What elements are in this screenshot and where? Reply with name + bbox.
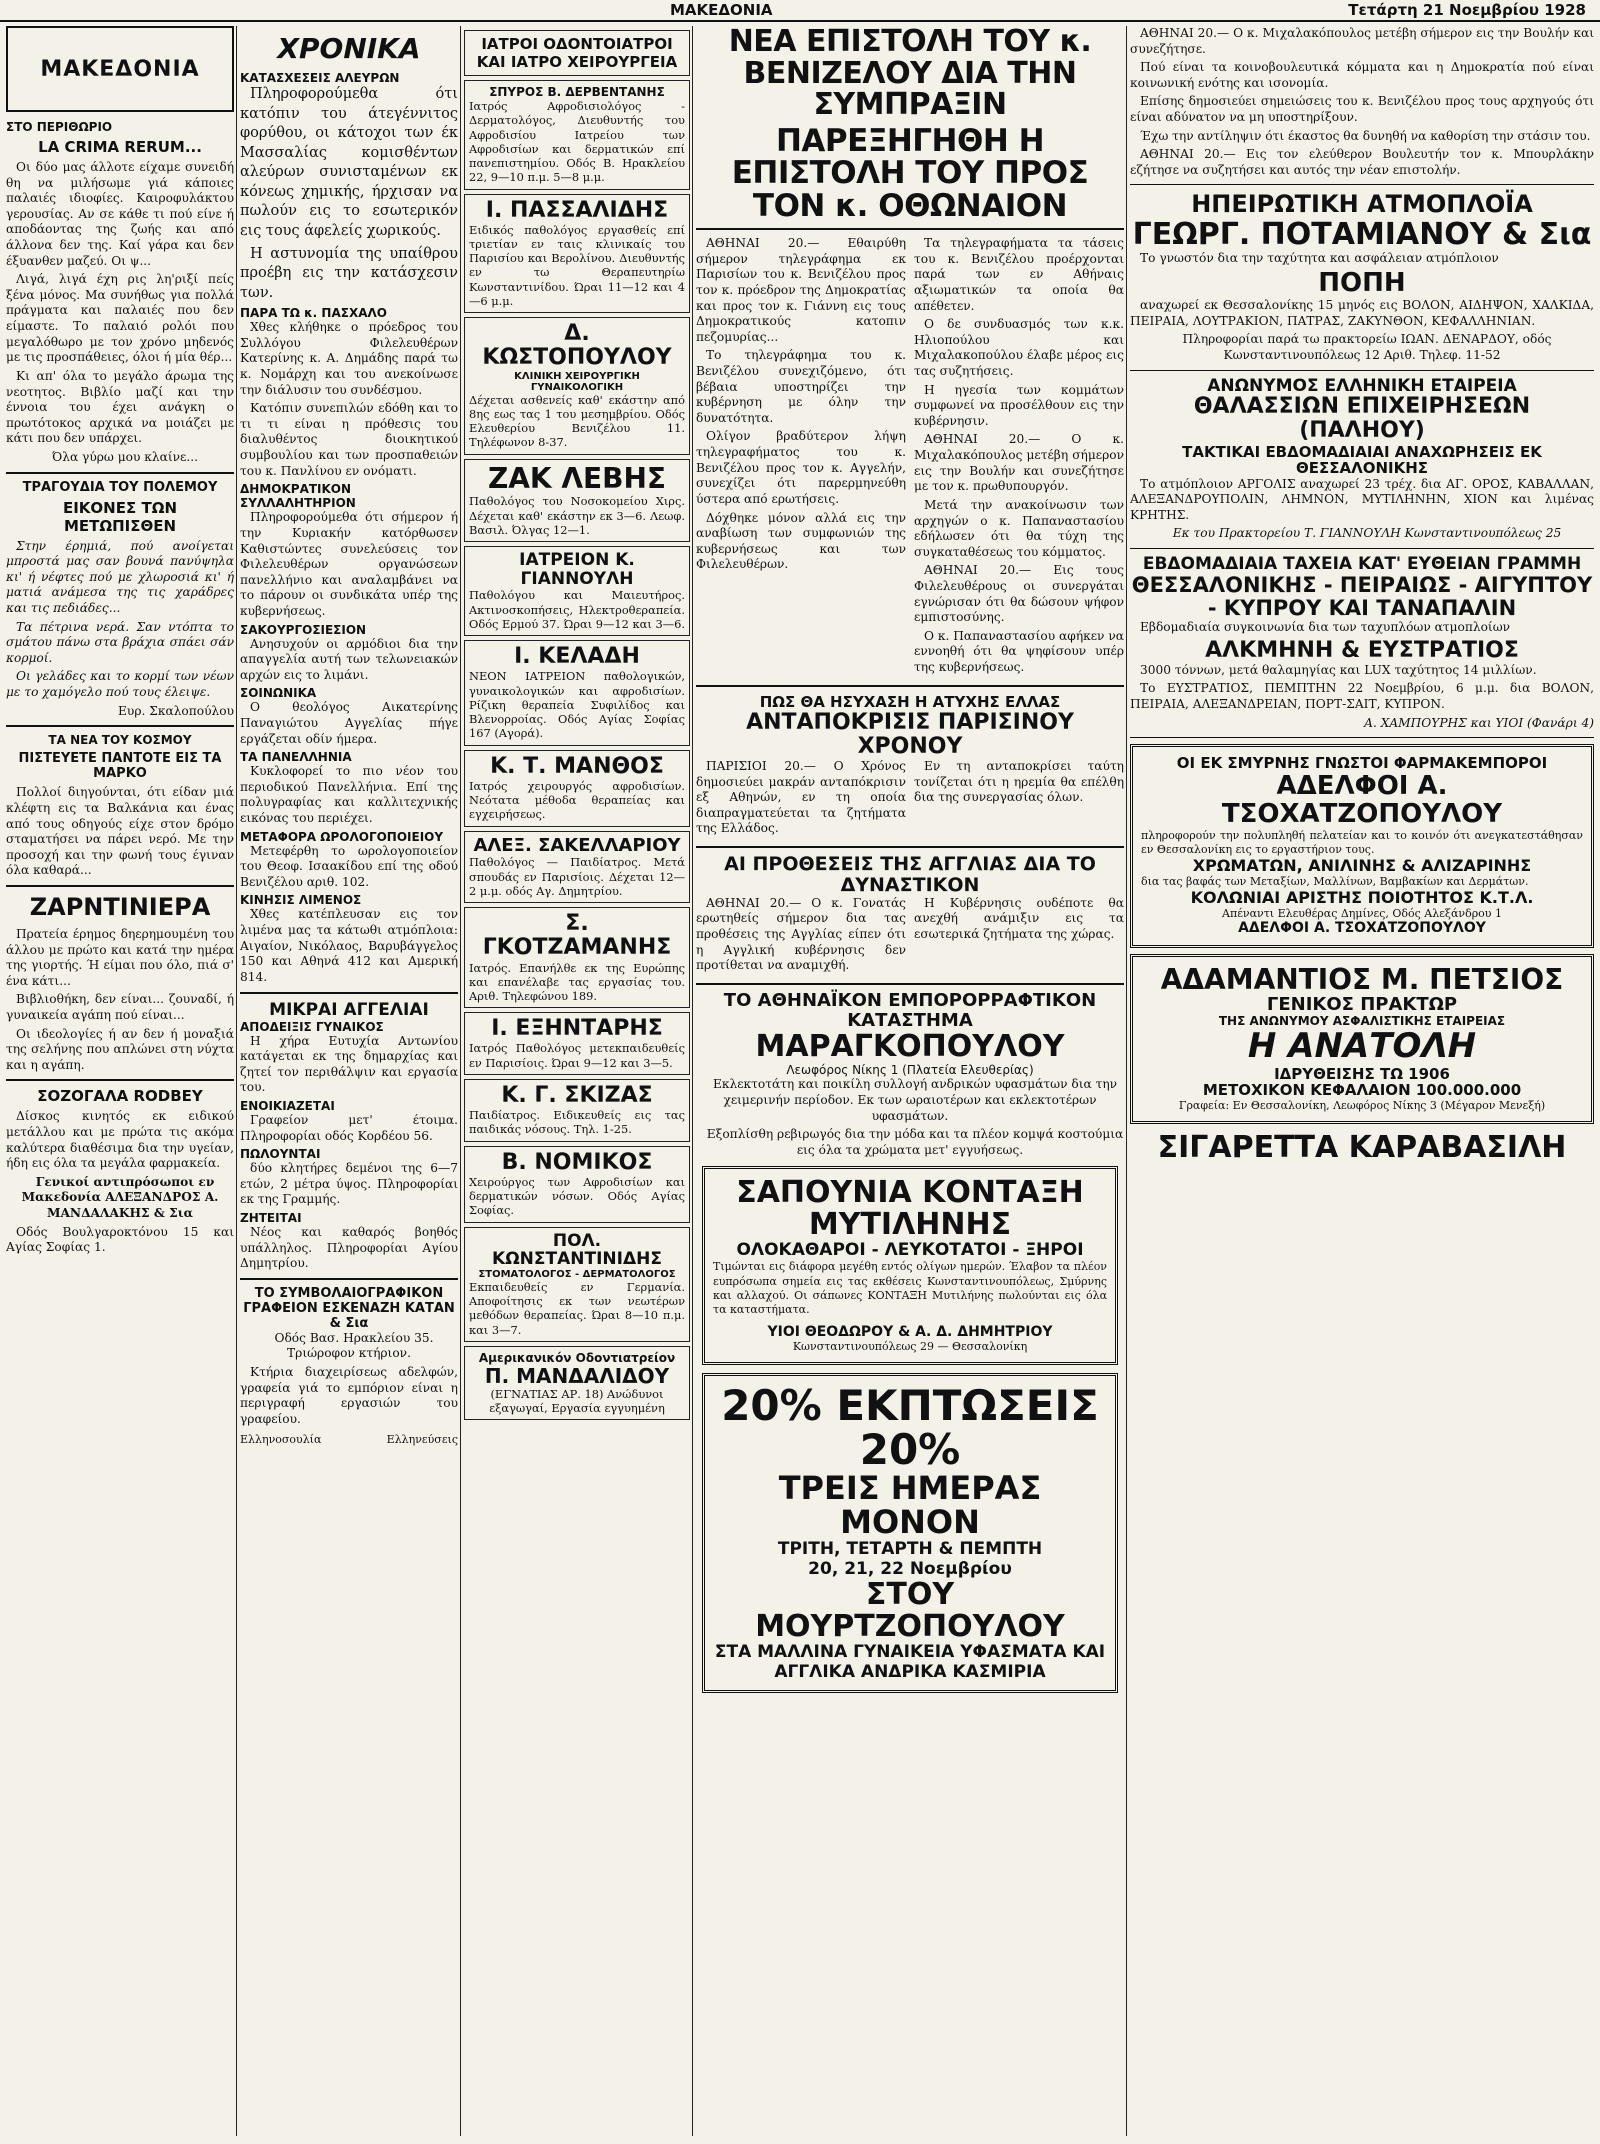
paragraph: Η αστυνομία της υπαίθρου προέβη εις την κατάσχεσιν των.: [240, 245, 458, 301]
ad-subtitle: ΤΑΚΤΙΚΑΙ ΕΒΔΟΜΑΔΙΑΙΑΙ ΑΝΑΧΩΡΗΣΕΙΣ ΕΚ ΘΕΣΣΑΛΟΝΙΚΗΣ: [1182, 442, 1542, 478]
article-title: LA CRIMA RERUM...: [38, 138, 202, 156]
paragraph: Τα πέτρινα νερά. Σαν ντόπτα το σμάτου πάνω στα βράχια σπάει σάν κορμοί.: [6, 619, 234, 665]
author: Ευρ. Σκαλοπούλου: [118, 703, 234, 718]
discount-headline: 20% ΕΚΠΤΩΣΕΙΣ 20%: [721, 1380, 1099, 1475]
doctor-name: Κ. Τ. ΜΑΝΘΟΣ: [490, 753, 664, 779]
discount-dates: 20, 21, 22 Νοεμβρίου: [808, 1559, 1012, 1580]
paragraph: Έχω την αντίληψιν ότι έκαστος θα δυνηθή να καθορίση την στάσιν του.: [1140, 128, 1591, 143]
paragraph: Χθες κατέπλευσαν εις τον λιμένα μας τα κάτωθι ατμόπλοια: Αιγαίον, Νικόλαος, Βαρυβάγγελος 150 και Αθηνά 412 και Αμερική 814.: [240, 907, 458, 984]
doctor-name: Β. ΝΟΜΙΚΟΣ: [501, 1149, 653, 1175]
section-header: ΤΡΑΓΟΥΔΙΑ ΤΟΥ ΠΟΛΕΜΟΥ: [22, 479, 218, 495]
news-heading: ΚΑΤΑΣΧΕΣΕΙΣ ΑΛΕΥΡΩΝ: [240, 71, 400, 85]
paper-name: ΜΑΚΕΔΟΝΙΑ: [670, 1, 773, 19]
column-2: [240, 26, 458, 2136]
paragraph: ΑΘΗΝΑΙ 20.— Ο κ. Μιχαλακόπουλος μετέβη σήμερον εις την Βουλήν και συνεζήτησε με τον κ. πρωθυπουργόν.: [914, 432, 1124, 494]
doctor-subtitle: ΚΛΙΝΙΚΗ ΧΕΙΡΟΥΡΓΙΚΗ ΓΥΝΑΙΚΟΛΟΓΙΚΗ: [514, 370, 640, 393]
ad-address: Γραφεία: Εν Θεσσαλονίκη, Λεωφόρος Νίκης 3 (Μέγαρον Μενεξή): [1178, 1098, 1546, 1112]
paragraph: Γραφείον μετ' έτοιμα. Πληροφορίαι οδός Κορδέου 56.: [240, 1112, 458, 1143]
paragraph: Δίσκος κινητός εκ ειδικού μετάλλου και με πρώτα τις ακόμα καλύτερα διαθέσιμα δια την υγείαν, ήδη εις όλα τα μεγάλα φαρμακεία.: [6, 1109, 234, 1171]
doctor-text: Παθολόγος — Παιδίατρος. Μετά σπουδάς εν Παρισίοις. Δέχεται 12—2 μ.μ. οδός Αγ. Δημητρίου.: [469, 855, 685, 898]
doctor-ad: [464, 1346, 690, 1421]
paragraph: Λιγά, λιγά έχη ρις λη'ριξί πείς ξένα μόνος. Μα συνήθως για πολλά πράγματα και παλαιές που δεν είμαστε. Το παλαιό ρολόι που μεγαλόθωρο με τον χρόνο μηδενός με τις προσπάθειες, όλοι ή μία θέρ...: [6, 272, 234, 365]
shipping-ad-potamianou: [1130, 191, 1594, 363]
doctor-ad: [464, 907, 690, 1008]
doctor-text: Εκπαιδευθείς εν Γερμανία. Αποφοίτησις εκ των νεωτέρων μεθόδων θεραπείας. Ώραι 8—10 π.μ. και 3—7.: [469, 1279, 685, 1337]
doctor-ad: [464, 1079, 690, 1142]
divider: [1130, 737, 1594, 738]
paragraph: ΑΘΗΝΑΙ 20.— Εθαιρύθη σήμερον τηλεγράφημα εκ Παρισίων του κ. Βενιζέλου προς τον κ. πρόεδρον της Δημοκρατίας και προς τον κ. Γιάννη εις τους Δημοκρατικούς κατοπιν πεζομυρίας...: [696, 236, 906, 344]
agent-name: ΑΔΑΜΑΝΤΙΟΣ Μ. ΠΕΤΣΙΟΣ: [1160, 962, 1564, 996]
issue-date: Τετάρτη 21 Νοεμβρίου 1928: [1348, 1, 1586, 19]
paragraph: ΑΘΗΝΑΙ 20.— Εις τον ελεύθερον Βουλευτήν τον κ. Μπουρλάκην εζήτησε να συζητήσει και αυτός την νέαν επιστολήν.: [1130, 147, 1594, 177]
doctor-ad: [464, 546, 690, 636]
section-header: ΣΤΟ ΠΕΡΙΘΩΡΙΟ: [6, 120, 113, 134]
divider: [240, 1278, 458, 1280]
ad-title: ΕΒΔΟΜΑΔΙΑΙΑ ΤΑΧΕΙΑ ΚΑΤ' ΕΥΘΕΙΑΝ ΓΡΑΜΜΗ: [1142, 554, 1582, 575]
shipping-ad-paliou: [1130, 377, 1594, 543]
divider: [696, 983, 1124, 985]
company-name: Η ΑΝΑΤΟΛΗ: [1247, 1026, 1477, 1067]
discount-days: ΤΡΙΤΗ, ΤΕΤΑΡΤΗ & ΠΕΜΠΤΗ: [777, 1539, 1043, 1560]
paragraph: Πληροφορίαι παρά τω πρακτορείω ΙΩΑΝ. ΔΕΝΑΡΔΟΥ, οδός Κωνσταντινουπόλεως 12 Αριθ. Τηλεφ. 11-52: [1182, 332, 1552, 362]
doctor-ad: [464, 831, 690, 904]
paragraph: Επίσης δημοσιεύει σημειώσεις του κ. Βενιζέλου προς τους αρχηγούς ότι είναι αδύνατον να μη υποστηρίξουν.: [1130, 94, 1594, 125]
divider: [6, 725, 234, 727]
column-1: [6, 26, 234, 2136]
doctor-text: Χειρούργος των Αφροδισίων και δερματικών νόσων. Οδός Αγίας Σοφίας.: [469, 1174, 685, 1218]
divider: [696, 846, 1124, 848]
doctor-name: Π. ΜΑΝΔΑΛΙΔΟΥ: [484, 1363, 670, 1388]
news-heading: ΠΑΡΑ ΤΩ κ. ΠΑΣΧΑΛΟ: [240, 306, 387, 321]
soap-seller: ΥΙΟΙ ΘΕΟΔΩΡΟΥ & Α. Δ. ΔΗΜΗΤΡΙΟΥ: [767, 1323, 1053, 1340]
soap-address: Κωνσταντινουπόλεως 29 — Θεσσαλονίκη: [792, 1339, 1028, 1353]
ad-company: ΑΔΕΛΦΟΙ Α. ΤΣΟΧΑΤΖΟΠΟΥΛΟΥ: [1221, 770, 1503, 830]
ad-text: πληροφορούν την πολυπληθή πελατείαν και το κοινόν ότι ανεγκατεστάθησαν εν Θεσσαλονίκη εις το εργαστήριον τους.: [1141, 828, 1583, 857]
lead-article: [696, 236, 1124, 678]
signature: Ελληνεύσεις: [386, 1433, 458, 1447]
paragraph: Οι δύο μας άλλοτε είχαμε συνειδή θη να μιλήσωμε γιά κάποιες παλαιές ιδιοφίες. Καιροφυλάκτου γερουσίας. Αν σε κάθε τι πού είνε ή αποδάοντας της ζωής και από άλλονα δεν της. Καί γάρα και δεν έξυανθεν μαζεύ. Οι ψ...: [6, 160, 234, 268]
doctor-text: Ιατρός χειρουργός αφροδισίων. Νεότατα μέθοδα θεραπείας και εγχειρήσεως.: [469, 778, 685, 822]
paragraph: δύο κλητήρες δεμένοι της 6—7 ετών, 2 μέτρα ύψος. Πληροφορίαι εκ της Γραμμής.: [240, 1161, 458, 1207]
news-heading: ΜΕΤΑΦΟΡΑ ΩΡΟΛΟΓΟΠΟΙΕΙΟΥ: [240, 829, 444, 844]
shipping-ad-egypt: [1130, 555, 1594, 731]
doctor-ad: [464, 1227, 690, 1342]
column-rule: [1126, 26, 1127, 2136]
paragraph: Εκλεκτοτάτη και ποικίλη συλλογή ανδρικών υφασμάτων δια την χειμερινήν περίοδον. Εκ των ωραιοτέρων και εκλεκτοτέρων υφασμάτων.: [712, 1077, 1118, 1123]
doctor-subtitle: ΣΤΟΜΑΤΟΛΟΓΟΣ - ΔΕΡΜΑΤΟΛΟΓΟΣ: [478, 1268, 676, 1280]
paragraph: 3000 τόννων, μετά θαλαμηγίας και LUX ταχύτητος 14 μιλλίων.: [1140, 662, 1537, 677]
capital: ΜΕΤΟΧΙΚΟΝ ΚΕΦΑΛΑΙΟΝ 100.000.000: [1202, 1081, 1522, 1100]
paragraph: Τα τηλεγραφήματα τα τάσεις του κ. Βενιζέλου προέρχονται παρά των εν Αθήναις αξιωματικών τα οποία θα απέθετεν.: [914, 236, 1124, 313]
article-headline: ΑΝΤΑΠΟΚΡΙΣΙΣ ΠΑΡΙΣΙΝΟΥ ΧΡΟΝΟΥ: [746, 709, 1074, 759]
doctor-text: Παθολόγος του Νοσοκομείου Χιρς. Δέχεται καθ' εκάστην εκ 3—6. Λεωφ. Βασιλ. Όλγας 12—1.: [469, 494, 685, 537]
paragraph: αναχωρεί εκ Θεσσαλονίκης 15 μηνός εις ΒΟΛΟΝ, ΑΙΔΗΨΟΝ, ΧΑΛΚΙΔΑ, ΠΕΙΡΑΙΑ, ΛΟΥΤΡΑΚΙΟΝ, ΠΑΤΡΑΣ, ΖΑΚΥΝΘΟΝ, ΚΕΦΑΛΛΗΝΙΑΝ.: [1130, 298, 1594, 328]
column-rule: [460, 26, 461, 2136]
paragraph: Οι γελάδες και το κορμί των νέων με το χαμόγελο πού τους έλειψε.: [6, 669, 234, 700]
paragraph: Πληροφορούμεθα ότι σήμερον ή την Κυριακήν κατόρθωσεν Καθιστώντες συνελεύσεις τον Φιλελευθέρων οργανώσεων πανελλήνιο και αναλαμβάνει να το πάρουν οι συνδικάτα υπέρ της κυβερνήσεως.: [240, 510, 458, 618]
news-heading: ΣΑΚΟΥΡΓΟΣΙΕΣΙΟΝ: [240, 622, 367, 637]
news-heading: ΑΠΟΔΕΙΞΙΣ ΓΥΝΑΙΚΟΣ: [240, 1019, 384, 1034]
discount-store: ΣΤΟΥ ΜΟΥΡΤΖΟΠΟΥΛΟΥ: [755, 1577, 1065, 1644]
news-heading: ΤΑ ΠΑΝΕΛΛΗΝΙΑ: [240, 750, 352, 765]
doctor-name: Ι. ΚΕΛΑΔΗ: [514, 644, 640, 670]
cigarette-ad: ΣΙΓΑΡΕΤΤΑ ΚΑΡΑΒΑΣΙΛΗ: [1157, 1130, 1567, 1166]
ad-company: ΓΕΩΡΓ. ΠΟΤΑΜΙΑΝΟΥ & Σια: [1132, 216, 1592, 252]
doctor-name: Σ. ΓΚΟΤΖΑΜΑΝΗΣ: [482, 911, 672, 961]
divider: [6, 885, 234, 887]
paragraph: Μετά την ανακοίνωσιν των αρχηγών ο κ. Παπαναστασίου εδήλωσεν ότι θα τύχη της συγκαταθέσεως του κόμματος.: [914, 497, 1124, 559]
divider: [696, 228, 1124, 230]
ad-title: ΟΙ ΕΚ ΣΜΥΡΝΗΣ ΓΝΩΣΤΟΙ ΦΑΡΜΑΚΕΜΠΟΡΟΙ: [1176, 754, 1548, 773]
divider: [6, 1079, 234, 1081]
doctor-text: (ΕΓΝΑΤΙΑΣ ΑΡ. 18) Ανώδυνοι εξαγωγαί, Εργασία εγγυημένη: [489, 1386, 665, 1416]
doctor-text: Παθολόγου και Μαιευτήρος. Ακτινοσκοπήσεις, Ηλεκτροθεραπεία. Οδός Ερμού 37. Ώραι 9—12 και 3—6.: [469, 588, 685, 631]
doctor-ad: [464, 640, 690, 745]
paragraph: Χθες κλήθηκε ο πρόεδρος του Συλλόγου Φιλελευθέρων Κατερίνης κ. Α. Δημάδης παρά τω κ. Νομάρχη και του ανεκοίνωσε την διάλυσιν του συνδέσμου.: [240, 320, 458, 397]
doctor-name: ΙΑΤΡΕΙΟΝ Κ. ΓΙΑΝΝΟΥΛΗ: [519, 550, 635, 589]
doctor-ad: [464, 1012, 690, 1075]
doctor-text: Δέχεται ασθενείς καθ' εκάστην από 8ης εως τας 1 του μεσημβρίου. Οδός Ελευθερίου Βενιζέλου 11. Τηλέφωνον 8-37.: [469, 392, 685, 450]
doctor-name: Κ. Γ. ΣΚΙΖΑΣ: [501, 1082, 653, 1108]
paragraph: Κυκλοφορεί το πιο νέον του περιοδικού Πανελλήνια. Επί της πολυγραφίας και καλλιτεχνικής εικόνας του περιέχει.: [240, 764, 458, 826]
column-4: [696, 26, 1124, 2136]
ad-address: Απέναντι Ελευθέρας Δημίνες, Οδός Αλεξάνδρου 1: [1222, 906, 1502, 920]
england-article: [696, 896, 1124, 977]
news-heading: ΣΟΙΝΩΝΙΚΑ: [240, 686, 317, 701]
ad-products: ΧΡΩΜΑΤΩΝ, ΑΝΙΛΙΝΗΣ & ΑΛΙΖΑΡΙΝΗΣ: [1192, 856, 1532, 876]
news-heading: ΔΗΜΟΚΡΑΤΙΚΟΝ ΣΥΛΛΑΛΗΤΗΡΙΟΝ: [240, 482, 356, 511]
ad-title: ΑΝΩΝΥΜΟΣ ΕΛΛΗΝΙΚΗ ΕΤΑΙΡΕΙΑ: [1207, 375, 1517, 396]
column-rule: [236, 26, 237, 2136]
column-3: [464, 26, 690, 2136]
paragraph: Το γνωστόν δια την ταχύτητα και ασφάλειαν ατμόπλοιον: [1140, 250, 1499, 265]
paragraph: Κατόπιν συνεπιλών εδόθη και το τι τι είναι η πρόθεσις του διαλυθέντος διοικητικού συμβουλίου και των προσπαθειών του κ. Πανλίνου εν ονόματι.: [240, 401, 458, 478]
doctor-text: Ιατρός. Επανήλθε εκ της Ευρώπης και επανέλαβε τας εργασίας του. Αριθ. Τηλεφώνου 189.: [469, 960, 685, 1004]
paragraph: Εβδομαδιαία συγκοινωνία δια των ταχυπλόων ατμοπλοίων: [1140, 619, 1511, 634]
doctor-ad: [464, 459, 690, 543]
paragraph: Μετεφέρθη το ωρολογοποιείον του Θεοφ. Ισαακίδου επί της οδού Βενιζέλου αριθ. 102.: [240, 843, 458, 889]
paragraph: Κι απ' όλα το μεγάλο άρωμα της νεοτητος. Βιβλίο μαζί και την έννοια του έχει ανάγκη ο πρωτότοκος αρχικά να μοιάζει με κάτι που δεν υπάρχει.: [6, 368, 234, 446]
pharma-ad: [1130, 744, 1594, 947]
paragraph: Πολλοί διηγούνται, ότι είδαν μιά κλέφτη εις τα Βαλκάνια και ένας από τους οδηγούς είχε στον δρόμο σταματήσει να πάρει νερό. Με την προσοχή και την φωνή τους έγιναν όλα καθαρά...: [6, 785, 234, 878]
agent-role: ΓΕΝΙΚΟΣ ΠΡΑΚΤΩΡ: [1266, 994, 1458, 1016]
paragraph: Πού είναι τα κοινοβουλευτικά κόμματα και η Δημοκρατία πού είναι κοινωνική ενότης και ισονομία.: [1130, 60, 1594, 90]
doctor-name: ΣΠΥΡΟΣ Β. ΔΕΡΒΕΝΤΑΝΗΣ: [489, 85, 665, 99]
paragraph: Ολίγον βραδύτερον λήψη τηλεγραφήματος του κ. Βενιζέλου προς τον κ. Αγγελήν, συνεχίζει ότι παρερμηνεύθη ύστερα από ερωτήσεις.: [696, 429, 906, 506]
section-header: ΜΙΚΡΑΙ ΑΓΓΕΛΙΑΙ: [269, 999, 429, 1020]
paragraph: ΑΘΗΝΑΙ 20.— Εις τους Φιλελευθέρους οι συνεργάται εγνώρισαν ότι θα δώσουν ψήφον εμπιστοσύνης.: [914, 563, 1124, 625]
paragraph: Η χήρα Ευτυχία Αντωνίου κατάγεται εκ της δημαρχίας και ζητεί τον περιθάλψιν και εργασία του.: [240, 1033, 458, 1095]
section-header: ΖΑΡΝΤΙΝΙΕΡΑ: [29, 892, 211, 921]
doctor-name: ΖΑΚ ΛΕΒΗΣ: [487, 461, 667, 495]
news-heading: ΖΗΤΕΙΤΑΙ: [240, 1211, 302, 1225]
soap-text: Τιμώνται εις διάφορα μεγέθη εντός ολίγων ημερών. Έλαβον τα πλέον ευπρόσωπα σημεία εις τας εκθέσεις Κωνσταντινουπόλεως, Σμύρνης και αλλαχού. Οι σάπωνες ΚΟΝΤΑΞΗ Μυτιλήνης πωλούνται εις όλα τα καταστήματα.: [713, 1260, 1107, 1317]
main-subheadline: ΠΑΡΕΞΗΓΗΘΗ Η ΕΠΙΣΤΟΛΗ ΤΟΥ ΠΡΟΣ ΤΟΝ κ. ΟΘΩΝΑΙΟΝ: [731, 122, 1089, 224]
paragraph: Κτήρια διαχειρίσεως αδελφών, γραφεία γιά το εμπόριον είναι η περιγραφή εργασιών του γραφείου.: [240, 1365, 458, 1426]
paragraph: ΑΘΗΝΑΙ 20.— Ο κ. Μιχαλακόπουλος μετέβη σήμερον εις την Βουλήν και συνεζήτησε.: [1130, 26, 1594, 56]
divider: [696, 685, 1124, 687]
paragraph: Πληροφορούμεθα ότι κατόπιν του άτεγέννιτος φορύθου, οι κάτοχοι των έκ Μασσαλίας κομισθέντων αλεύρων συνισταμένων εκ κόνεως χημικής, ήρχισαν να πωλούν εις το εσωτερικόν εις τους άφελείς χωρικούς.: [240, 86, 458, 239]
doctor-ad: [464, 317, 690, 454]
doctor-text: Ειδικός παθολόγος εργασθείς επί τριετίαν εν ταις κλινικαίς του Παρισίου και Βερολίνου. Διευθυντής εν τω Θεραπευτηρίω Κωνσταντινίδου. Ώραι 11—12 και 4—6 μ.μ.: [469, 222, 685, 308]
insurance-ad: [1130, 954, 1594, 1124]
doctor-name: ΑΛΕΞ. ΣΑΚΕΛΛΑΡΙΟΥ: [473, 834, 681, 856]
founded: ΙΔΡΥΘΕΙΣΗΣ ΤΩ 1906: [1274, 1064, 1450, 1083]
news-heading: ΚΙΝΗΣΙΣ ΛΙΜΕΝΟΣ: [240, 893, 362, 908]
news-heading: ΠΩΛΟΥΝΤΑΙ: [240, 1147, 321, 1162]
paragraph: Ανησυχούν οι αρμόδιοι δια την απαγγελία αυτή των τελωνειακών αρχών εις το λιμάνι.: [240, 636, 458, 682]
doctor-name: ΠΟΛ. ΚΩΝΣΤΑΝΤΙΝΙΔΗΣ: [492, 1230, 662, 1270]
doctor-text: ΝΕΟΝ ΙΑΤΡΕΙΟΝ παθολογικών, γυναικολογικών και αφροδισίων. Ρίζικη θεραπεία Συφιλίδος και Βλενορροίας. Οδός Αγίας Σοφίας 167 (Αγορά).: [469, 669, 685, 741]
paragraph: Νέος και καθαρός βοηθός υπάλληλος. Πληροφορίαι Αγίου Δημητρίου.: [240, 1225, 458, 1271]
paragraph: Όλα γύρω μου κλαίνε...: [52, 449, 198, 464]
ad-route: ΘΕΣΣΑΛΟΝΙΚΗΣ - ΠΕΙΡΑΙΩΣ - ΑΙΓΥΠΤΟΥ - ΚΥΠΡΟΥ ΚΑΙ ΤΑΝΑΠΑΛΙΝ: [1131, 572, 1593, 620]
ad-text: δια τας βαφάς των Μεταξίων, Μαλλίνων, Βαμβακίων και Δερμάτων.: [1141, 875, 1529, 888]
article-title: ΕΙΚΟΝΕΣ ΤΩΝ ΜΕΤΩΠΙΣΘΕΝ: [62, 498, 177, 535]
article-title: ΠΙΣΤΕΥΕΤΕ ΠΑΝΤΟΤΕ ΕΙΣ ΤΑ ΜΑΡΚΟ: [18, 751, 222, 782]
ship-names: ΑΛΚΜΗΝΗ & ΕΥΣΤΡΑΤΙΟΣ: [1205, 637, 1519, 663]
doctor-name: Ι. ΕΞΗΝΤΑΡΗΣ: [491, 1016, 663, 1042]
doctor-text: Παιδίατρος. Ειδικευθείς εις τας παιδικάς νόσους. Τηλ. 1-25.: [469, 1108, 685, 1137]
ship-name: ΠΟΠΗ: [1318, 268, 1406, 299]
divider: [6, 472, 234, 474]
news-heading: ΕΝΟΙΚΙΑΖΕΤΑΙ: [240, 1098, 335, 1113]
ad-company: ΘΑΛΑΣΣΙΩΝ ΕΠΙΧΕΙΡΗΣΕΩΝ (ΠΑΛΗΟΥ): [1193, 394, 1531, 444]
paragraph: Το τηλεγράφημα του κ. Βενιζέλου συνεχιζόμενο, ότι βέβαια υποστηρίζει την κυβέρνηση με όλην την δυνατότητα.: [696, 348, 906, 425]
ad-products: ΚΟΛΩΝΙΑΙ ΑΡΙΣΤΗΣ ΠΟΙΟΤΗΤΟΣ Κ.Τ.Λ.: [1190, 888, 1534, 908]
doctor-ad: [464, 1146, 690, 1223]
paragraph: Στην έρημιά, πού ανοίγεται μπροστά μας σαν βουνά πανύψηλα κι' ή νέφτες πού με χλωροσιά κι' ή ματιά ανάμεσα της τις χαράδρες και τις πεδιάδες...: [6, 538, 234, 616]
doctors-section-header: ΙΑΤΡΟΙ ΟΔΟΝΤΟΙΑΤΡΟΙ ΚΑΙ ΙΑΤΡΟ ΧΕΙΡΟΥΡΓΕΙΑ: [464, 30, 690, 76]
divider: [240, 992, 458, 994]
masthead: [0, 0, 1600, 22]
paragraph: Δόχθηκε μόνον αλλά εις την αναβίωση των συμφωνιών της κυβερνήσεως και των Φιλελευθέρων.: [696, 510, 906, 572]
paragraph: ΠΑΡΙΣΙΟΙ 20.— Ο Χρόνος δημοσιεύει μακράν ανταπόκρισιν εξ Αθηνών, εν τη οποία διαπραγματεύεται τα ζητήματα της Ελλάδος.: [696, 758, 906, 836]
ad-subtitle: ΤΗΣ ΑΝΩΝΥΜΟΥ ΑΣΦΑΛΙΣΤΙΚΗΣ ΕΤΑΙΡΕΙΑΣ: [1218, 1014, 1506, 1029]
paragraph: Οδός Βασ. Ηρακλείου 35. Τριώροφον κτήριον.: [274, 1330, 434, 1361]
ad-headline: ΤΟ ΑΘΗΝΑΪΚΟΝ ΕΜΠΟΡΟΡΡΑΦΤΙΚΟΝ ΚΑΤΑΣΤΗΜΑ: [723, 989, 1097, 1031]
paragraph: Γενικοί αντιπρόσωποι εν Μακεδονία ΑΛΕΞΑΝΔΡΟΣ Α. ΜΑΝΔΑΛΑΚΗΣ & Σια: [21, 1174, 219, 1221]
ad-title: ΗΠΕΙΡΩΤΙΚΗ ΑΤΜΟΠΛΟΪΑ: [1191, 190, 1533, 219]
discount-ad: [702, 1373, 1118, 1693]
doctor-text: Ιατρός Παθολόγος μετεκπαιδευθείς εν Παρισίοις. Ώραι 9—12 και 3—5.: [469, 1041, 685, 1070]
paragraph: Το ΕΥΣΤΡΑΤΙΟΣ, ΠΕΜΠΤΗΝ 22 Νοεμβρίου, 6 μ.μ. δια ΒΟΛΟΝ, ΠΕΙΡΑΙΑ, ΑΛΕΞΑΝΔΡΕΙΑΝ, ΠΟΡΤ-ΣΑΙΤ, ΚΥΠΡΟΝ.: [1130, 681, 1594, 711]
paragraph: Εν τη ανταποκρίσει ταύτη τονίζεται ότι η ηρεμία θα επέλθη δια της συνεργασίας όλων.: [914, 758, 1124, 805]
doctor-ad: [464, 80, 690, 190]
doctor-name: Δ. ΚΩΣΤΟΠΟΥΛΟΥ: [482, 321, 672, 371]
paragraph: Εξοπλίσθη ρεβιρωγός δια την μόδα και τα πλέον κομψά κοστούμια εις όλα τα χρώματα μετ' εγγυήσεως.: [706, 1127, 1124, 1157]
section-title: ΧΡΟΝΙΚΑ: [277, 32, 421, 65]
doctor-subtitle: Αμερικανικόν Οδοντιατρείον: [478, 1350, 676, 1365]
paragraph: Ο κ. Παπαναστασίου αφήκεν να εννοηθή ότι θα ψηφίσουν υπέρ της κυβερνήσεως.: [914, 628, 1124, 674]
paragraph: Οι ιδεολογίες ή αν δεν ή μοναξιά της σελήνης που απλώνει στη νύχτα και η αγάπη.: [6, 1026, 234, 1072]
ad-brand: ΜΑΡΑΓΚΟΠΟΥΛΟΥ: [755, 1029, 1065, 1065]
ad-title: ΤΟ ΣΥΜΒΟΛΑΙΟΓΡΑΦΙΚΟΝ ΓΡΑΦΕΙΟΝ ΕΣΚΕΝΑΖΗ ΚΑΤΑΝ & Σια: [243, 1285, 455, 1331]
signature: Ελληνοσουλία: [240, 1433, 322, 1447]
paragraph: Η ηγεσία των κομμάτων συμφωνεί να προσέλθουν εις την κυβέρνησιν.: [914, 382, 1124, 428]
soap-tagline: ΟΛΟΚΑΘΑΡΟΙ - ΛΕΥΚΟΤΑΤΟΙ - ΞΗΡΟΙ: [736, 1240, 1084, 1261]
paragraph: Πρατεία έρημος δηερημουμένη του άλλου με πρώτο και κατά την ημέρα της γιορτής. Ή είμαι που όλο, πιά σ' ένα κάτι...: [6, 926, 234, 988]
ad-title: ΣΟΖΟΓΑΛΑ RODBEY: [37, 1087, 203, 1106]
column-5: [1130, 26, 1594, 2136]
address: Οδός Βουλγαροκτόνου 15 και Αγίας Σοφίας 1.: [6, 1224, 234, 1255]
paragraph: Το ατμόπλοιον ΑΡΓΟΛΙΣ αναχωρεί 23 τρέχ. δια ΑΓ. ΟΡΟΣ, ΚΑΒΑΛΛΑΝ, ΑΛΕΞΑΝΔΡΟΥΠΟΛΙΝ, ΛΗΜΝΟΝ, ΜΥΤΙΛΗΝΗΝ, ΧΙΟΝ και λιμένας ΚΡΗΤΗΣ.: [1130, 476, 1594, 522]
divider: [1130, 184, 1594, 185]
doctor-ad: [464, 750, 690, 827]
section-logo: ΜΑΚΕΔΟΝΙΑ: [6, 26, 234, 112]
paragraph: Η Κυβέρνησις ουδέποτε θα ανεχθή ανάμιξιν εις τα εσωτερικά ζητήματα της χώρας.: [914, 895, 1124, 942]
paris-article: [696, 759, 1124, 840]
paragraph: Α. ΧΑΜΠΟΥΡΗΣ και ΥΙΟΙ (Φανάρι 4): [1364, 715, 1594, 730]
paragraph: ΑΘΗΝΑΙ 20.— Ο κ. Γονατάς ερωτηθείς σήμερον δια τας προθέσεις της Αγγλίας είπεν ότι η Αγγλική κυβέρνησις δεν προτίθεται να αναμιχθή.: [696, 895, 906, 973]
ad-signature: ΑΔΕΛΦΟΙ Α. ΤΣΟΧΑΤΖΟΠΟΥΛΟΥ: [1238, 920, 1486, 937]
paragraph: Ο δε συνδυασμός των κ.κ. Ηλιοπούλου και Μιχαλακοπούλου έλαβε μέρος εις τας συζητήσεις.: [914, 317, 1124, 379]
soap-ad: [702, 1166, 1118, 1364]
paragraph: Ο θεολόγος Αικατερίνης Παναγιώτου Αγγελίας πήγε εργάζεται οδίν ήμερα.: [240, 700, 458, 746]
paragraph: Εκ του Πρακτορείου Τ. ΓΙΑΝΝΟΥΛΗ Κωνσταντινουπόλεως 25: [1172, 526, 1562, 541]
divider: [1130, 548, 1594, 549]
doctor-ad: [464, 194, 690, 314]
discount-duration: ΤΡΕΙΣ ΗΜΕΡΑΣ ΜΟΝΟΝ: [778, 1469, 1042, 1541]
discount-products: ΣΤΑ ΜΑΛΛΙΝΑ ΓΥΝΑΙΚΕΙΑ ΥΦΑΣΜΑΤΑ ΚΑΙ ΑΓΓΛΙΚΑ ΑΝΔΡΙΚΑ ΚΑΣΜΙΡΙΑ: [714, 1642, 1106, 1683]
ad-address: Λεωφόρος Νίκης 1 (Πλατεία Ελευθερίας): [786, 1063, 1034, 1078]
paragraph: Βιβλιοθήκη, δεν είναι... ζουναδί, ή γυναικεία αγάπη πού είναι...: [6, 992, 234, 1022]
main-headline: ΝΕΑ ΕΠΙΣΤΟΛΗ ΤΟΥ κ. ΒΕΝΙΖΕΛΟΥ ΔΙΑ ΤΗΝ ΣΥΜΠΡΑΞΙΝ: [728, 26, 1092, 122]
divider: [1130, 370, 1594, 371]
section-header: ΤΑ ΝΕΑ ΤΟΥ ΚΟΣΜΟΥ: [48, 733, 192, 748]
doctor-name: Ι. ΠΑΣΣΑΛΙΔΗΣ: [485, 197, 669, 223]
soap-brand: ΣΑΠΟΥΝΙΑ ΚΟΝΤΑΞΗ ΜΥΤΙΛΗΝΗΣ: [736, 1175, 1084, 1242]
article-kicker: ΠΩΣ ΘΑ ΗΣΥΧΑΣΗ Η ΑΤΥΧΗΣ ΕΛΛΑΣ: [759, 692, 1061, 711]
doctor-text: Ιατρός Αφροδισιολόγος - Δερματολόγος, Διευθυντής του Αφροδισίου Ιατρείου των Αφροδισίων και δερματικών επί πανεπιστημίου. Οδός Β. Ηρακλείου 22, 9—10 π.μ. 5—8 μ.μ.: [469, 99, 685, 185]
column-rule: [692, 26, 693, 2136]
article-headline: ΑΙ ΠΡΟΘΕΣΕΙΣ ΤΗΣ ΑΓΓΛΙΑΣ ΔΙΑ ΤΟ ΔΥΝΑΣΤΙΚΟΝ: [724, 853, 1096, 896]
